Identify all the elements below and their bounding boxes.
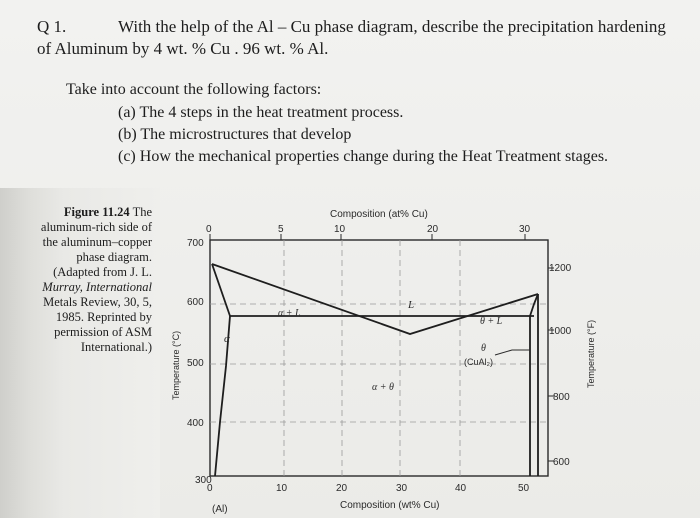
caption-line: phase diagram. — [76, 250, 152, 264]
top-tick-label: 30 — [519, 224, 531, 235]
figure-caption-title: Figure 11.24 — [63, 205, 130, 219]
question-text-line-2: of Aluminum by 4 wt. % Cu . 96 wt. % Al. — [37, 39, 329, 58]
left-tick-label: 500 — [187, 358, 204, 369]
theta-top — [530, 294, 538, 316]
left-tick-label: 600 — [187, 297, 204, 308]
figure-caption-panel — [0, 188, 160, 518]
top-tick-label: 10 — [334, 224, 346, 235]
factor-c: (c) How the mechanical properties change during the Heat Treatment stages. — [118, 148, 609, 165]
bottom-origin-label: (Al) — [212, 504, 228, 515]
factor-b: (b) The microstructures that develop — [118, 126, 352, 143]
left-tick-label: 300 — [195, 475, 212, 486]
phase-label-alpha-liquid: α + L — [278, 308, 301, 319]
bottom-tick-label: 0 — [207, 483, 213, 494]
right-axis-ticks — [548, 268, 554, 461]
bottom-tick-label: 20 — [336, 483, 348, 494]
plot-frame — [210, 240, 548, 476]
al-cu-phase-diagram — [160, 190, 700, 518]
left-tick-label: 700 — [187, 238, 204, 249]
bottom-tick-label: 40 — [455, 483, 467, 494]
caption-line: 1985. Reprinted by — [55, 310, 152, 324]
left-axis-label: Temperature (°C) — [171, 330, 181, 400]
gridlines — [210, 240, 548, 476]
question-number: Q 1. — [37, 17, 67, 36]
phase-label-alpha: α — [224, 333, 230, 345]
factors-intro: Take into account the following factors: — [66, 81, 322, 98]
left-tick-label: 400 — [187, 418, 204, 429]
top-tick-label: 5 — [278, 224, 284, 235]
solidus-line — [212, 264, 230, 316]
top-tick-label: 0 — [206, 224, 212, 235]
bottom-tick-label: 10 — [276, 483, 288, 494]
caption-line: aluminum-rich side of — [40, 220, 152, 234]
phase-label-alpha-theta: α + θ — [372, 382, 394, 393]
cual2-pointer — [495, 350, 530, 355]
phase-boundaries — [212, 264, 538, 476]
phase-label-theta-liquid: θ + L — [480, 316, 503, 327]
caption-line: Metals Review, 30, 5, — [43, 295, 152, 309]
top-axis-ticks — [210, 234, 525, 240]
top-axis-label: Composition (at% Cu) — [330, 209, 428, 220]
phase-label-liquid: L — [408, 299, 415, 311]
caption-line: (Adapted from J. L. — [53, 265, 152, 279]
factor-a: (a) The 4 steps in the heat treatment process. — [118, 104, 404, 121]
bottom-tick-label: 30 — [396, 483, 408, 494]
figure-caption — [18, 205, 152, 355]
bottom-tick-label: 50 — [518, 483, 530, 494]
right-tick-label: 1200 — [549, 263, 572, 274]
right-tick-label: 800 — [553, 392, 570, 403]
phase-label-cual2: (CuAl₂) — [464, 357, 493, 367]
caption-line: International.) — [80, 340, 152, 354]
caption-line: the aluminum–copper — [42, 235, 152, 249]
right-tick-label: 1000 — [549, 326, 572, 337]
caption-line: Murray, International — [42, 280, 152, 294]
bottom-axis-label: Composition (wt% Cu) — [340, 500, 440, 511]
top-tick-label: 20 — [427, 224, 439, 235]
phase-label-theta: θ — [481, 343, 486, 354]
question-text-line-1: With the help of the Al – Cu phase diagram, describe the precipitation hardening — [118, 17, 666, 36]
right-axis-label: Temperature (°F) — [586, 319, 596, 388]
caption-line: The — [132, 205, 152, 219]
right-tick-label: 600 — [553, 457, 570, 468]
caption-line: permission of ASM — [54, 325, 152, 339]
